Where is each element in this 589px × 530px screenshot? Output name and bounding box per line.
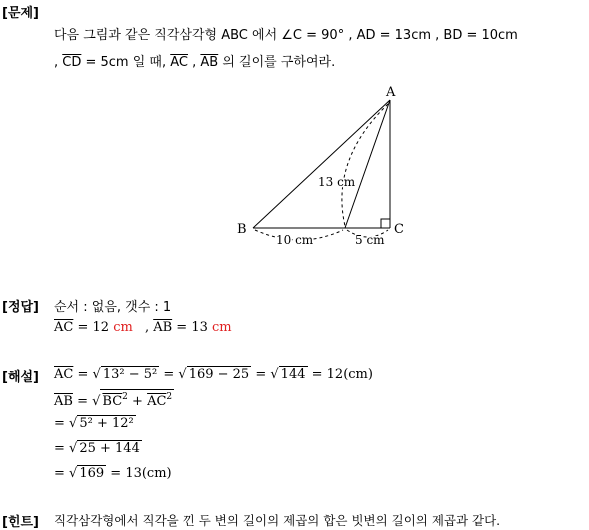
vertex-b-label: B <box>237 222 247 237</box>
side-ab <box>253 100 390 228</box>
result: = 12(cm) <box>307 367 373 382</box>
answer-values: $\overline{AC} = 12$ cm , $\overline{AB} = 13$ cm <box>54 320 232 335</box>
hint-header: [힌트] <box>2 515 39 530</box>
result: = 13(cm) <box>106 466 172 481</box>
equals: = <box>54 466 70 481</box>
segment-ac: $\overline{AC}$ <box>170 55 188 70</box>
radicand: 169 − 25 <box>188 367 250 382</box>
segment-ad <box>345 100 390 228</box>
vertex-a-label: A <box>386 85 396 100</box>
answer-order-count: 순서 : 없음, 갯수 : 1 <box>54 300 172 315</box>
radicand: 144 <box>280 367 306 382</box>
problem-header: [문제] <box>2 6 39 21</box>
solution-line-4: = √ 25 + 144 <box>54 441 140 456</box>
segment-ac: $\overline{AC}$ <box>54 367 74 382</box>
right-angle-mark <box>381 219 390 228</box>
problem-text: 의 길이를 구하여라. <box>218 55 336 70</box>
solution-header: [해설] <box>2 370 39 385</box>
segment-ac: $\overline{AC}$ <box>54 320 74 335</box>
segment-ac: $\overline{AC}$ <box>147 394 167 409</box>
radicand: 5² + 12² <box>79 416 134 431</box>
answer-ab-value: = 13 <box>172 320 212 335</box>
segment-ab: $\overline{AB}$ <box>54 394 73 409</box>
problem-line-1-text: 다음 그림과 같은 직각삼각형 ABC 에서 ∠C = 90° , AD = 13cm , BD = 10cm <box>54 28 518 43</box>
segment-ab: $\overline{AB}$ <box>200 55 219 70</box>
problem-text: = 5cm 일 때, <box>81 55 171 70</box>
dc-length-label: 5 cm <box>355 233 385 247</box>
answer-ac-value: = 12 <box>73 320 114 335</box>
solution-line-5: = √ 169 = 13(cm) <box>54 466 172 481</box>
equals: = <box>54 416 70 431</box>
equals: = <box>73 367 93 382</box>
equals: = <box>54 441 70 456</box>
solution-line-2: $\overline{AB}$ = √ $BC^2 + \overline{AC}^2$ <box>54 389 174 409</box>
equals: = <box>72 394 93 409</box>
equals: = <box>251 367 271 382</box>
vertex-c-label: C <box>394 222 404 237</box>
unit-cm: cm <box>113 320 133 335</box>
segment-bc: BC <box>102 394 123 409</box>
ad-length-arc <box>342 104 388 226</box>
segment-cd: $\overline{CD}$ <box>62 55 82 70</box>
segment-ab: $\overline{AB}$ <box>153 320 173 335</box>
radicand: 25 + 144 <box>79 441 140 456</box>
radicand: 13² − 5² <box>102 367 158 382</box>
bd-length-label: 10 cm <box>276 233 314 247</box>
hint-text: 직각삼각형에서 직각을 낀 두 변의 길이의 제곱의 합은 빗변의 길이의 제곱과 같다. <box>54 513 501 528</box>
answer-header: [정답] <box>2 300 39 315</box>
plus: + <box>127 394 148 409</box>
problem-text: , <box>188 55 201 70</box>
ad-length-label: 13 cm <box>318 175 356 189</box>
radicand: $BC^2 + \overline{AC}^2$ <box>100 389 174 409</box>
equals: = <box>159 367 179 382</box>
solution-line-3: = √ 5² + 12² <box>54 416 134 431</box>
solution-line-1: $\overline{AC}$ = √ 13² − 5² = √ 169 − 25 = √ 144 = 12(cm) <box>54 367 373 382</box>
unit-cm: cm <box>212 320 232 335</box>
problem-text: , <box>54 55 63 70</box>
radicand: 169 <box>79 466 105 481</box>
